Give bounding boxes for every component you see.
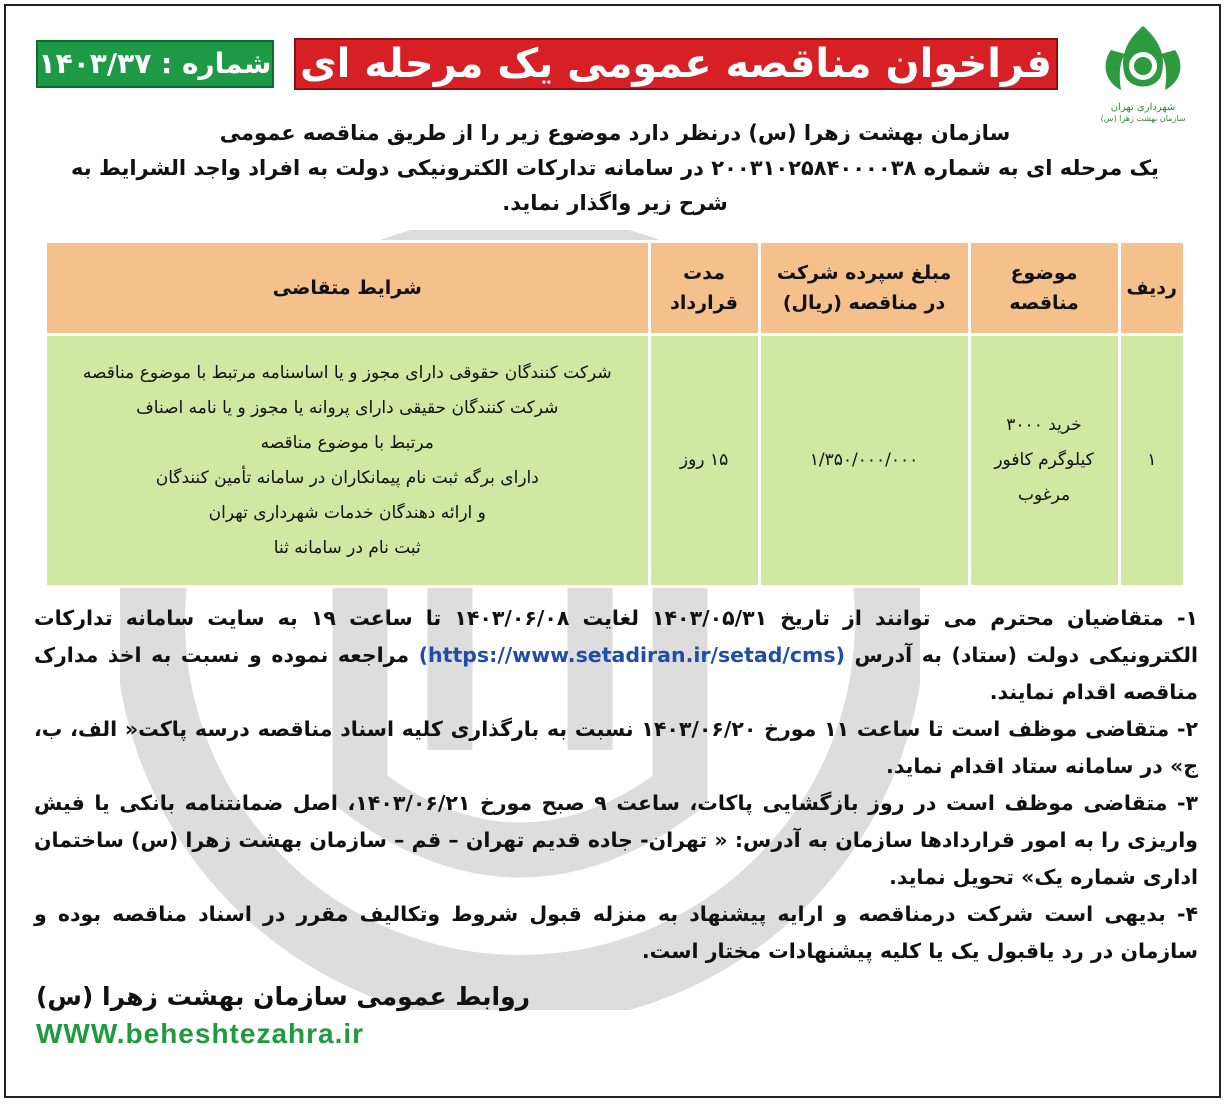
header-subject: موضوع مناقصه xyxy=(969,242,1119,335)
intro-line-1: سازمان بهشت زهرا (س) درنظر دارد موضوع زیر را از طریق مناقصه عمومی xyxy=(219,121,1011,145)
setad-url-link[interactable]: (https://www.setadiran.ir/setad/cms) xyxy=(418,643,845,667)
condition-line: و ارائه دهندگان خدمات شهرداری تهران xyxy=(208,502,486,523)
condition-line: ثبت نام در سامانه ثنا xyxy=(273,537,421,558)
note-1-text-start: ۱- متقاضیان محترم می توانند از تاریخ ۱۴۰۳/۰۵/۳۱ لغایت ۱۴۰۳/۰۶/۰۸ تا ساعت ۱۹ به سایت سامانه تدارکات الکترونیکی دولت (ستاد) به آدرس xyxy=(34,606,1198,667)
cell-deposit: ۱/۳۵۰/۰۰۰/۰۰۰ xyxy=(759,335,969,587)
condition-line: مرتبط با موضوع مناقصه xyxy=(260,432,434,453)
notes-section xyxy=(34,600,1198,970)
table-row xyxy=(46,335,1185,587)
header-deposit: مبلغ سپرده شرکت در مناقصه (ریال) xyxy=(759,242,969,335)
cell-row-number: ۱ xyxy=(1119,335,1184,587)
logo-subcaption: سازمان بهشت زهرا (س) xyxy=(1100,114,1186,123)
logo-caption: شهرداری تهران xyxy=(1110,102,1176,113)
announcement-title: فراخوان مناقصه عمومی یک مرحله ای xyxy=(294,38,1058,90)
header-conditions: شرایط متقاضی xyxy=(46,242,650,335)
tehran-municipality-emblem-icon xyxy=(1097,20,1189,100)
number-label: شماره : xyxy=(161,47,272,80)
note-3: ۳- متقاضی موظف است در روز بازگشایی پاکات، ساعت ۹ صبح مورخ ۱۴۰۳/۰۶/۲۱، اصل ضمانتنامه بانکی یا فیش واریزی را به امور قراردادها سازمان به آدرس: « تهران- جاده قدیم تهران – قم – سازمان بهشت زهرا (س) ساختمان اداری شماره یک» تحویل نماید. xyxy=(34,791,1199,889)
tender-table xyxy=(44,240,1186,588)
note-1-text-end: مراجعه نموده و نسبت به اخذ مدارک مناقصه اقدام نمایند. xyxy=(34,643,1198,704)
header-row-number: ردیف xyxy=(1119,242,1184,335)
condition-line: شرکت کنندگان حقیقی دارای پروانه یا مجوز و یا نامه اصناف xyxy=(136,397,559,418)
note-2: ۲- متقاضی موظف است تا ساعت ۱۱ مورخ ۱۴۰۳/۰۶/۲۰ نسبت به بارگذاری کلیه اسناد مناقصه درسه پاکت« الف، ب، ج» در سامانه ستاد اقدام نماید. xyxy=(34,717,1198,778)
cell-duration: ۱۵ روز xyxy=(649,335,759,587)
intro-paragraph xyxy=(30,116,1200,221)
cell-conditions xyxy=(46,335,650,587)
cell-subject: خرید ۳۰۰۰ کیلوگرم کافور مرغوب xyxy=(969,335,1119,587)
note-4: ۴- بدیهی است شرکت درمناقصه و ارایه پیشنهاد به منزله قبول شروط وتکالیف مقرر در اسناد مناقصه بوده و سازمان در رد یاقبول یک یا کلیه پیشنهادات مختار است. xyxy=(34,902,1198,963)
header-duration: مدت قرارداد xyxy=(649,242,759,335)
announcement-number-badge xyxy=(36,40,274,88)
condition-line: دارای برگه ثبت نام پیمانکاران در سامانه تأمین کنندگان xyxy=(155,467,539,488)
note-1 xyxy=(34,600,1198,711)
intro-line-3: شرح زیر واگذار نماید. xyxy=(502,191,728,215)
intro-line-2: یک مرحله ای به شماره ۲۰۰۳۱۰۲۵۸۴۰۰۰۰۳۸ در سامانه تدارکات الکترونیکی دولت به افراد واجد الشرایط به xyxy=(71,156,1159,180)
number-value: ۱۴۰۳/۳۷ xyxy=(38,47,152,80)
website-link[interactable]: WWW.beheshtezahra.ir xyxy=(36,1018,365,1049)
table-header-row xyxy=(46,242,1185,335)
public-relations-signature: روابط عمومی سازمان بهشت زهرا (س) xyxy=(36,982,531,1011)
condition-line: شرکت کنندگان حقوقی دارای مجوز و یا اساسنامه مرتبط با موضوع مناقصه xyxy=(82,362,612,383)
